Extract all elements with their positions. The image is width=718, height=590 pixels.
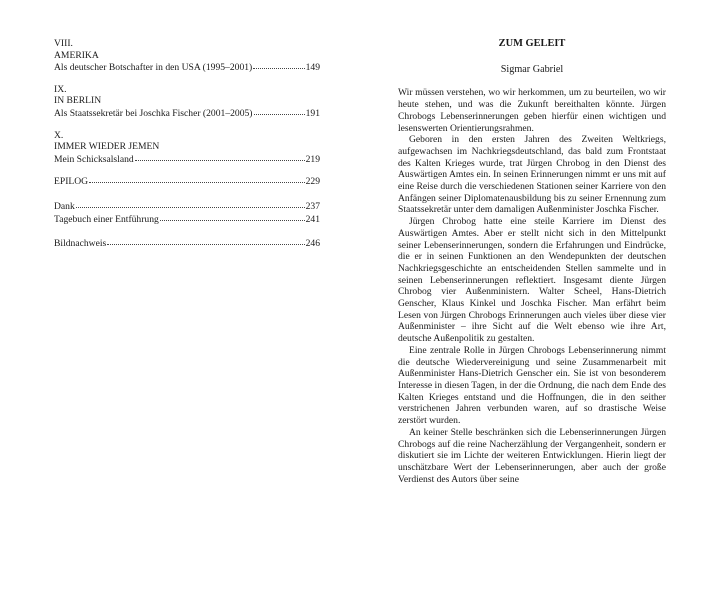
table-of-contents (54, 38, 320, 250)
paragraph: Wir müssen verstehen, wo wir herkommen, um zu beurteilen, wo wir heute stehen, und was die Zukunft bereithalten könnte. Jürgen Chrobogs Lebenserinnerungen geben hierfür einen wichtigen und lesenswerten Orientierungsrahmen. (398, 87, 666, 134)
paragraph: Geboren in den ersten Jahren des Zweiten Weltkriegs, aufgewachsen im Nachkriegsdeutschland, das bald zum Frontstaat des Kalten Krieges wurde, trat Jürgen Chrobog in den Dienst des Auswärtigen Amtes ein. In seinen Erinnerungen nimmt er uns mit auf eine Reise durch die verschiedenen Stationen seiner Karriere von den Anfängen seiner Diplomatenausbildung bis zu seiner Ernennung zum Staatssekretär unter dem damaligen Außenminister Joschka Fischer. (398, 134, 666, 216)
toc-entry-tagebuch[interactable] (54, 213, 320, 226)
toc-entry-title: Mein Schicksalsland (54, 153, 134, 165)
toc-chapter-heading: IMMER WIEDER JEMEN (54, 141, 160, 153)
toc-leader-dots (89, 174, 305, 183)
foreword-author: Sigmar Gabriel (500, 63, 564, 75)
toc-entry-title: Als Staatssekretär bei Joschka Fischer (2001–2005) (54, 107, 253, 119)
toc-entry[interactable] (54, 61, 320, 74)
toc-entry-title: Tagebuch einer Entführung (54, 213, 159, 225)
toc-entry-title: Als deutscher Botschafter in den USA (1995–2001) (54, 62, 253, 74)
toc-chapter-number: VIII. (54, 38, 73, 49)
toc-page-number: 219 (305, 153, 320, 165)
toc-page-number: 246 (305, 238, 320, 250)
toc-leader-dots (253, 60, 304, 69)
toc-leader-dots (254, 106, 305, 115)
toc-entry-bildnachweis[interactable] (54, 237, 320, 250)
toc-leader-dots (76, 199, 305, 208)
paragraph: An keiner Stelle beschränken sich die Lebenserinnerungen Jürgen Chrobogs auf die reine Nacherzählung der Vergangenheit, sondern er diskutiert sie im Lichte der weiteren Entwicklungen. Hierin liegt der unschätzbare Wert der Lebenserinnerungen, aber auch der große Verdienst des Autors über seine (398, 426, 666, 485)
foreword-title: ZUM GELEIT (498, 38, 566, 49)
toc-page-number: 149 (305, 62, 320, 74)
toc-chapter-10 (54, 130, 320, 166)
paragraph: Jürgen Chrobog hatte eine steile Karriere im Dienst des Auswärtigen Amtes. Aber er stellt nicht sich in den Mittelpunkt seiner Lebenserinnerungen, sondern die Erfahrungen und Eindrücke, die er in seinen Funktionen an den Wendepunkten der deutschen Nachkriegsgeschichte an entscheidenden Stellen sammelte und in seinen Lebenserinnerungen reflektiert. Insgesamt diente Jürgen Chrobog vier Außenministern. Walter Scheel, Hans-Dietrich Genscher, Klaus Kinkel und Joschka Fischer. Man erfährt beim Lesen von Jürgen Chrobogs Erinnerungen auch vieles über diese vier Außenminister – ihre Sicht auf die Welt ebenso wie ihre Art, deutsche Außenpolitik zu gestalten. (398, 216, 666, 345)
toc-page-number: 191 (305, 107, 320, 119)
foreword-page (398, 38, 666, 485)
toc-entry-title: Bildnachweis (54, 238, 107, 250)
toc-entry-title: EPILOG (54, 176, 89, 188)
foreword-body (398, 87, 666, 485)
toc-page-number: 237 (305, 200, 320, 212)
toc-leader-dots (135, 152, 305, 161)
toc-chapter-number: IX. (54, 83, 67, 95)
toc-leader-dots (107, 236, 304, 245)
toc-entry[interactable] (54, 107, 320, 120)
toc-chapter-number: X. (54, 129, 64, 141)
toc-leader-dots (160, 212, 305, 221)
toc-chapter-heading: AMERIKA (54, 49, 99, 61)
toc-entry-epilog[interactable] (54, 175, 320, 188)
toc-page-number: 229 (305, 176, 320, 188)
toc-chapter-8 (54, 38, 320, 74)
toc-entry-title: Dank (54, 200, 75, 212)
paragraph: Eine zentrale Rolle in Jürgen Chrobogs Lebenserinnerung nimmt die deutsche Wiedervereinigung und seine Zusammenarbeit mit Außenminister Hans-Dietrich Genscher ein. Sie ist von besonderem Interesse in diesen Tagen, in der die Ordnung, die nach dem Ende des Kalten Krieges entstand und die Hoffnungen, die in den seither verstrichenen Jahren verbunden waren, auf so drastische Weise zerstört wurden. (398, 344, 666, 427)
toc-chapter-heading: IN BERLIN (54, 95, 102, 107)
toc-page-number: 241 (305, 213, 320, 225)
toc-entry[interactable] (54, 153, 320, 166)
toc-chapter-9 (54, 84, 320, 120)
